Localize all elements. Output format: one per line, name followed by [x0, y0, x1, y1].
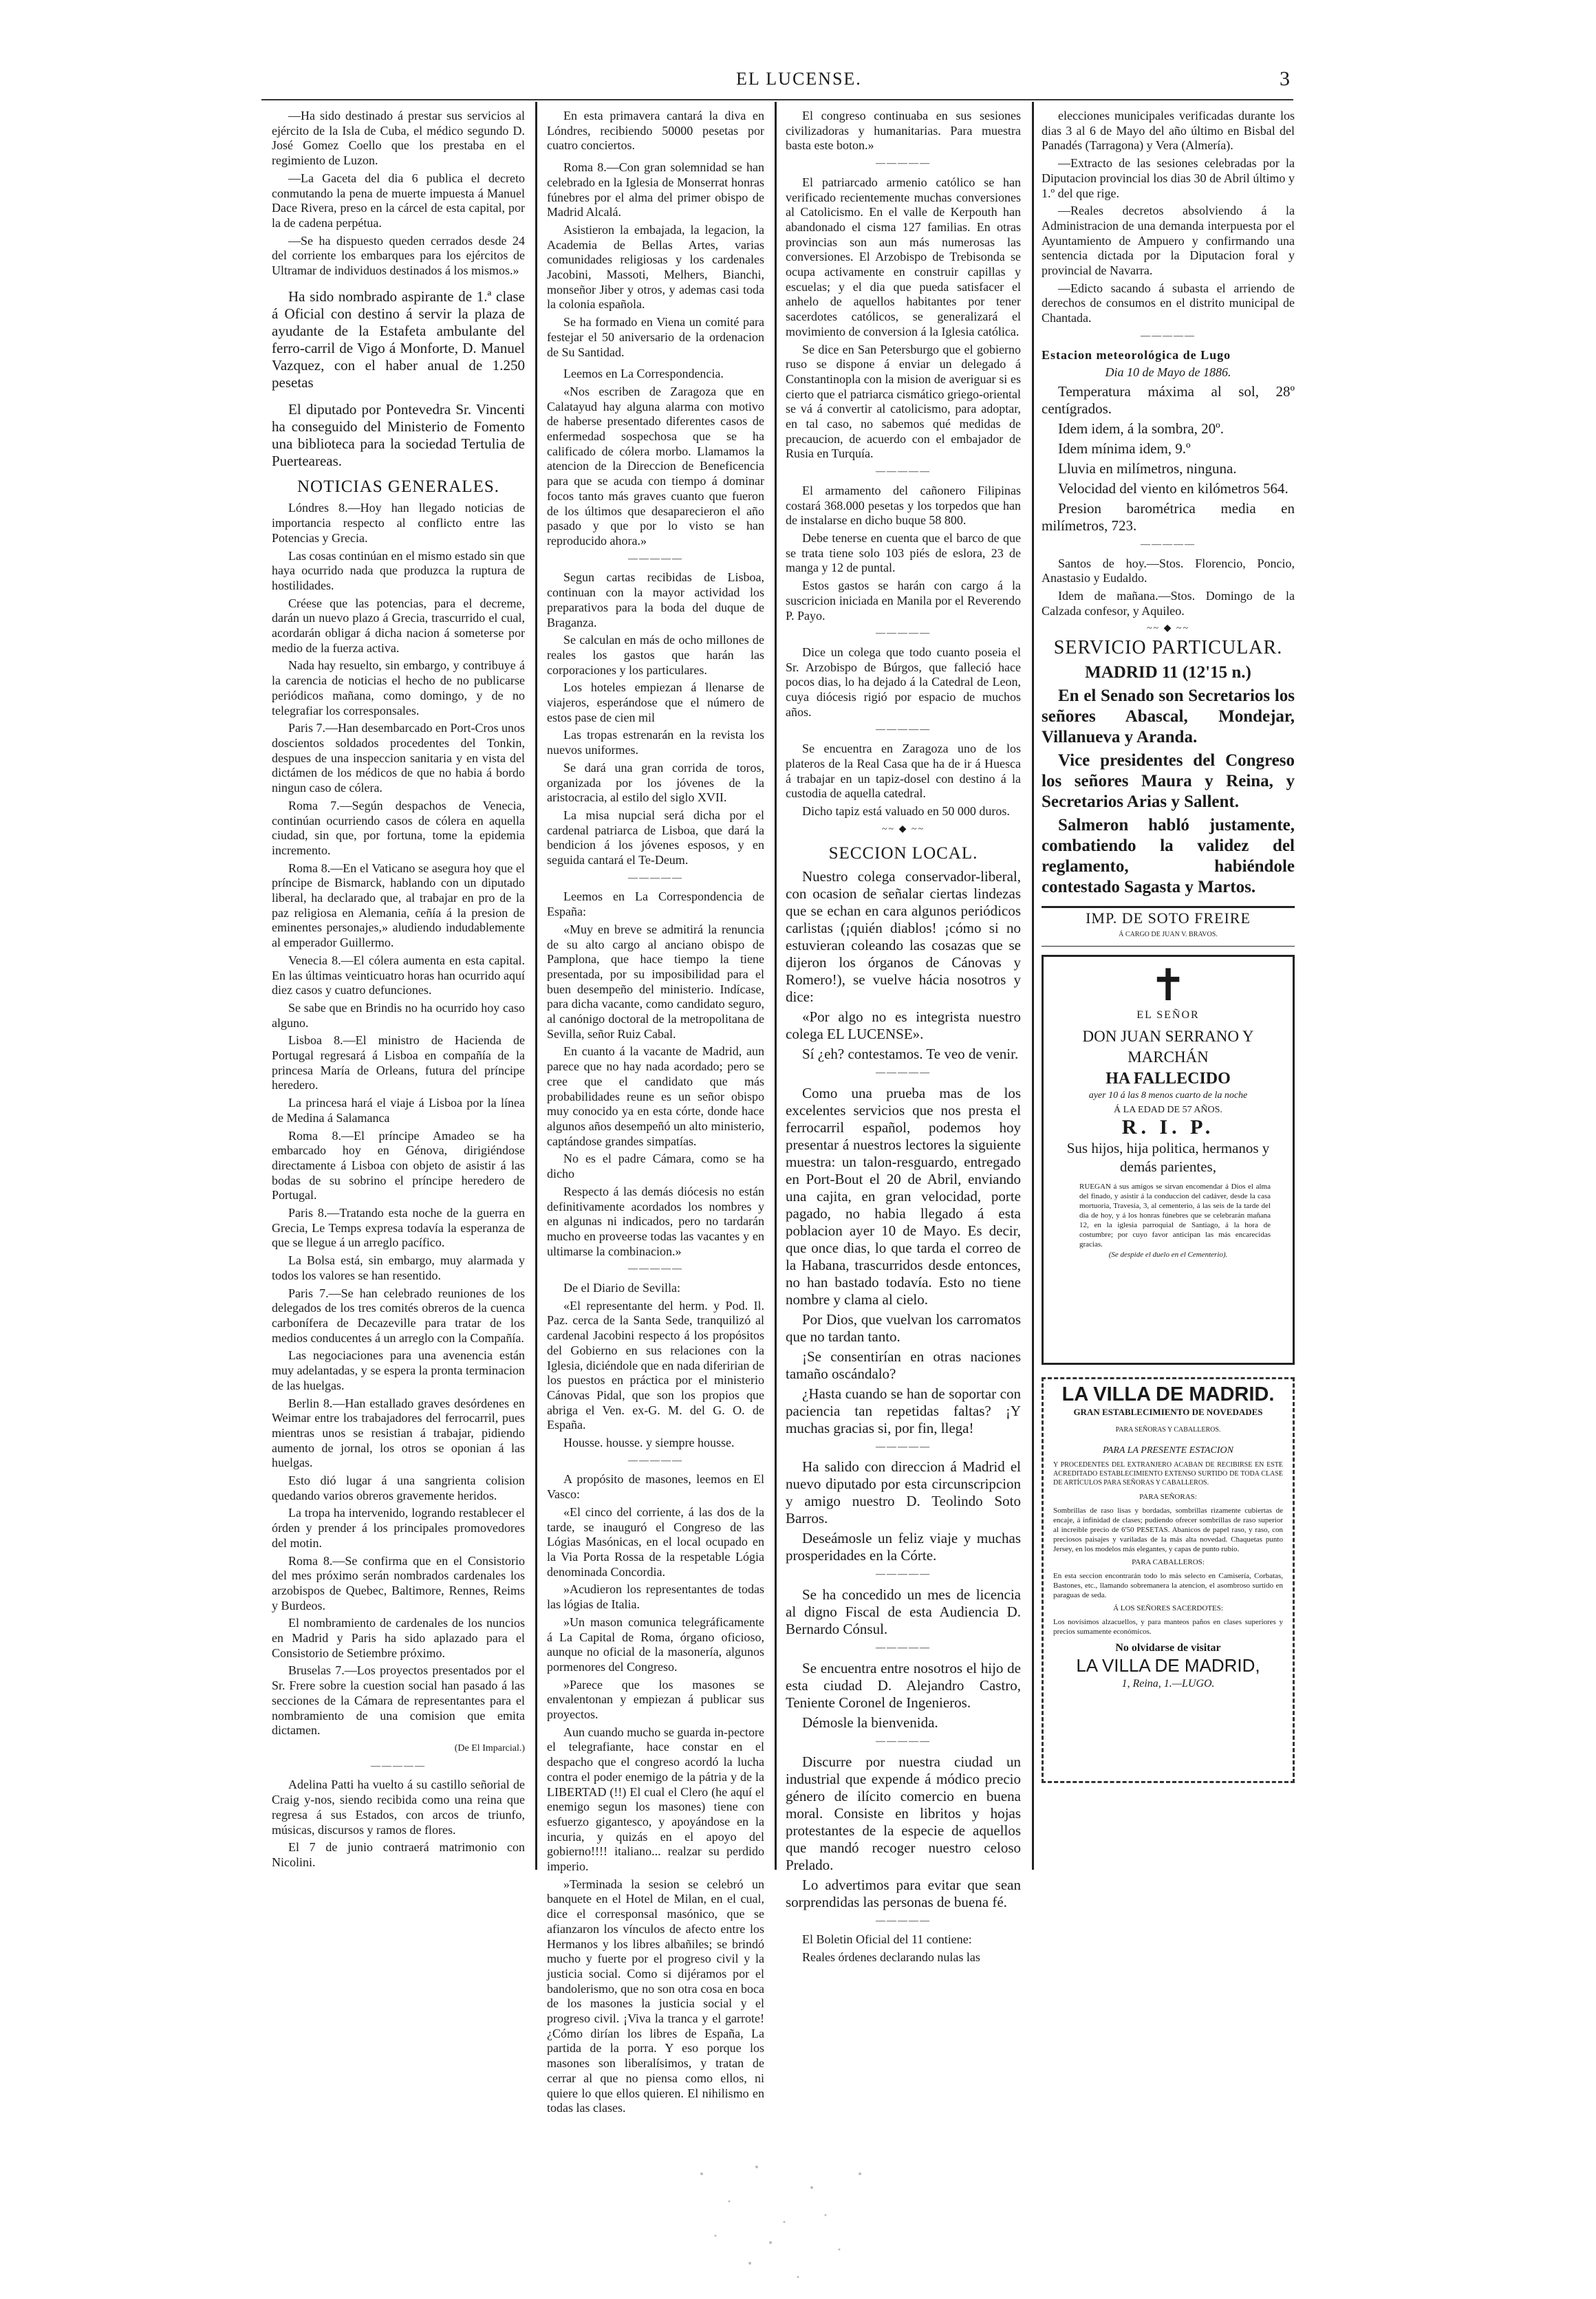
- newspaper-name: EL LUCENSE.: [736, 69, 862, 89]
- col3-paragraph: El armamento del cañonero Filipinas costará 368.000 pesetas y los torpedos que han de instalarse en dicho buque 58 800.: [786, 483, 1021, 528]
- col3-paragraph: El congreso continuaba en sus sesiones civilizadoras y humanitarias. Para muestra basta este boton.»: [786, 109, 1021, 153]
- col4-paragraph: —Extracto de las sesiones celebradas por la Diputacion provincial los dias 30 de Abril último y 1.º del que rige.: [1042, 156, 1295, 200]
- col2-paragraph: Las tropas estrenarán en la revista los nuevos uniformes.: [547, 728, 764, 757]
- col3-paragraph: Se encuentra en Zaragoza uno de los plateros de la Real Casa que ha de ir á Huesca á trabajar en un tapiz-dosel con destino á la custodia de aquella catedral.: [786, 742, 1021, 801]
- ad-senoras-title: PARA SEÑORAS:: [1139, 1493, 1197, 1502]
- col3-paragraph: Lo advertimos para evitar que sean sorprendidas las personas de buena fé.: [786, 1876, 1021, 1910]
- servicio-title: SERVICIO PARTICULAR.: [1053, 637, 1283, 659]
- cross-icon: ✝: [1150, 960, 1187, 1010]
- col2-paragraph: Los hoteles empiezan á llenarse de viajeros, esperándose que el número de estos pase de cien mil: [547, 680, 764, 724]
- col2-paragraph: En cuanto á la vacante de Madrid, aun parece que no hay nada acordado; pero se cree que el candidato que más probabilidades reune es un señor obispo muy conocido ya en esta córte, donde hace algunos años desempeñó un alto ministerio, captándose grandes simpatías.: [547, 1044, 764, 1148]
- col1-paragraph: —La Gaceta del dia 6 publica el decreto conmutando la pena de muerte impuesta á Manuel Dace Rivera, preso en la cárcel de esta capital, por la de cadena perpétua.: [272, 171, 525, 230]
- col2-paragraph: En esta primavera cantará la diva en Lóndres, recibiendo 50000 pesetas por cuatro conciertos.: [547, 109, 764, 153]
- meteo-line: Idem idem, á la sombra, 20º.: [1058, 420, 1224, 437]
- servicio-place: MADRID 11 (12'15 n.): [1085, 662, 1251, 682]
- col4-paragraph: elecciones municipales verificadas durante los dias 3 al 6 de Mayo del año último en Bisbal del Panadés (Tarragona) y Vera (Almería).: [1042, 109, 1295, 153]
- col1-paragraph: —Se ha dispuesto queden cerrados desde 24 del corriente los embarques para los ejércitos de Ultramar de individuos destinados á los mismos.»: [272, 233, 525, 278]
- separator: —————: [628, 872, 683, 883]
- meteo-line: Velocidad del viento en kilómetros 564.: [1058, 479, 1288, 497]
- news-item: El nombramiento de cardenales de los nuncios en Madrid y Paris ha sido aplazado para el Consistorio de Setiembre próximo.: [272, 1616, 525, 1660]
- col3-paragraph: Discurre por nuestra ciudad un industrial que expende á módico precio género de ilícito comercio en buena moral. Consiste en libritos y hojas protestantes de la especie de aquellos que mandó recoger nuestro celoso Prelado.: [786, 1753, 1021, 1873]
- col3-paragraph: El patriarcado armenio católico se han verificado recientemente muchas conversiones al Catolicismo. En el valle de Kerpouth han abandonado el cisma 127 familias. En otras provincias son aun más numerosas las conversiones. El Arzobispo de Trebisonda se ocupa activamente en construir capillas y escuelas; y el dia que pueda satisfacer el anhelo de aquellos habitantes por tener sacerdotes católicos, se generalizará el movimiento de conversion á la Iglesia católica.: [786, 175, 1021, 338]
- servicio-paragraph: En el Senado son Secretarios los señores Abascal, Mondejar, Villanueva y Aranda.: [1042, 686, 1295, 746]
- section-title-local: SECCION LOCAL.: [828, 844, 978, 863]
- obit-rip: R. I. P.: [1121, 1115, 1215, 1138]
- imprenta-sub: Á CARGO DE JUAN V. BRAVOS.: [1119, 930, 1218, 938]
- col2-paragraph: Respecto á las demás diócesis no están definitivamente acordados los nombres y en algunas ni indicados, pero no tardarán mucho en proveerse todas las vacantes y en ultimarse la combinacion.»: [547, 1184, 764, 1258]
- separator: —————: [628, 1264, 683, 1275]
- col2-paragraph: Aun cuando mucho se guarda in-pectore el telegrafiante, hace constar en el despacho que el congreso acordó la lucha contra el poder enemigo de la pátria y de la LIBERTAD (!!) El cual el Clero (he aquí el enemigo segun los masones) tiene con esfuerzo gigantesco, y apoyándose en la incuria, y quizás en el apoyo del gobierno!!!! italiano... realzar su perdido imperio.: [547, 1725, 764, 1874]
- obit-note: (Se despide el duelo en el Cementerio).: [1108, 1250, 1228, 1259]
- col3-paragraph: El Boletin Oficial del 11 contiene:: [802, 1932, 972, 1947]
- ornament-separator: ~~ ◆ ~~: [881, 823, 925, 834]
- col3-paragraph: Reales órdenes declarando nulas las: [802, 1950, 980, 1964]
- ornament-separator: ~~ ◆ ~~: [1146, 623, 1190, 634]
- meteo-title: Estacion meteorológica de Lugo: [1042, 347, 1231, 362]
- col3-paragraph: Démosle la bienvenida.: [802, 1714, 938, 1731]
- separator: —————: [876, 628, 931, 639]
- meteo-date: Dia 10 de Mayo de 1886.: [1105, 365, 1231, 380]
- col1-paragraph: Ha sido nombrado aspirante de 1.ª clase á Oficial con destino á servir la plaza de ayudante de la Estafeta ambulante del ferro-carril de Vigo á Monforte, D. Manuel Vazquez, con el haber anual de 1.250 pesetas: [272, 288, 525, 391]
- obit-name: DON JUAN SERRANO Y MARCHÁN: [1082, 1028, 1254, 1066]
- news-item: Lisboa 8.—El ministro de Hacienda de Portugal regresará á Lisboa en compañía de la princesa María de Orleans, futura del príncipe heredero.: [272, 1033, 525, 1092]
- ad-title: LA VILLA DE MADRID.: [1061, 1383, 1275, 1405]
- col3-paragraph: Como una prueba mas de los excelentes servicios que nos presta el ferrocarril español, podemos hoy presentar á nuestros lectores la siguiente muestra: un talon-resguardo, entregado en Port-Bout el 20 de Abril, enviando una cajita, en gran velocidad, porte pagado, no habia llegado á esta poblacion ayer 10 de Mayo. Es decir, que once dias, lo que tarda el correo de la Habana, trascurridos desde entonces, no han bastado todavía. Esto no tiene nombre y clama al cielo.: [786, 1084, 1021, 1308]
- col2-paragraph: »Acudieron los representantes de todas las lógias de Italia.: [547, 1582, 764, 1612]
- ad-sacerdotes: Los novísimos alzacuellos, y para manteos paños en clases superiores y precios sumamente económicos.: [1053, 1618, 1283, 1637]
- obit-ruegan: RUEGAN á sus amigos se sirvan encomendar á Dios el alma del finado, y asistir á la conduccion del cadáver, desde la casa mortuoria, Travesía, 3, al cementerio, á las seis de la tarde del dia de hoy, y á los honras fúnebres que se celebrarán mañana 12, en la iglesia parroquial de Santiago, á la hora de costumbre; por cuyo favor anticipan las más encarecidas gracias.: [1079, 1182, 1271, 1249]
- ad-sacerdotes-title: Á LOS SEÑORES SACERDOTES:: [1113, 1604, 1223, 1613]
- separator: —————: [876, 158, 931, 169]
- col3-paragraph: Nuestro colega conservador-liberal, con ocasion de señalar ciertas lindezas que se echan en cara algunos periódicos carlistas (¡quién diablos! ¡cómo si no estuvieran coleando las cosazas que se dijeron los órganos de Cánovas y Romero!), se vuelve hácia nosotros y dice:: [786, 868, 1021, 1006]
- news-item: Bruselas 7.—Los proyectos presentados por el Sr. Frere sobre la cuestion social han pasado á las secciones de la Cámara de representantes para el nombramiento de una comision que emita dictamen.: [272, 1663, 525, 1738]
- col2-paragraph: »Terminada la sesion se celebró un banquete en el Hotel de Milan, en el cual, dice el corresponsal masónico, que se afianzaron los vínculos de afecto entre los Hermanos y los libres albañiles; se brindó mucho y fuerte por el progreso civil y la justicia social. Como si dijéramos por el bandolerismo, que no son otra cosa en boca de los masones la justicia social y el progreso civil. ¡Viva la tranca y el garrote! ¿Cómo dirían los libres de España, La partida de la porra. Y eso porque los masones son liberalísimos, y tratan de cerrar al que no piensa como ellos, ni quiere lo que ellos quieren. El nihilismo en todas las clases.: [547, 1877, 764, 2115]
- separator: —————: [876, 1441, 931, 1452]
- ad-subtitle: GRAN ESTABLECIMIENTO DE NOVEDADES: [1073, 1407, 1263, 1418]
- santos-manana: Idem de mañana.—Stos. Domingo de la Calzada confesor, y Aquileo.: [1042, 589, 1295, 618]
- paper-specks: [688, 2146, 881, 2298]
- obit-fallecido: HA FALLECIDO: [1106, 1070, 1231, 1088]
- col2-paragraph: Asistieron la embajada, la legacion, la Academia de Bellas Artes, varias comunidades religiosas y los cardenales Jacobini, Massoti, Melhers, Bianchi, monseñor Jiber y otros, y ademas casi toda la colonia española.: [547, 222, 764, 312]
- meteo-line: Presion barométrica media en milímetros, 723.: [1042, 499, 1295, 534]
- news-item: Las cosas continúan en el mismo estado sin que haya ocurrido nada que produzca la ruptura de hostilidades.: [272, 548, 525, 592]
- col1-paragraph: Adelina Patti ha vuelto á su castillo señorial de Craig y-nos, siendo recibida como una reina que regresa á sus Estados, con arcos de triunfo, músicas, discursos y ramos de flores.: [272, 1778, 525, 1837]
- col2-paragraph: »Un mason comunica telegráficamente á La Capital de Roma, órgano oficioso, aunque no oficial de la masonería, algunos pormenores del Congreso.: [547, 1615, 764, 1674]
- ad-intro: Y PROCEDENTES DEL EXTRANJERO ACABAN DE RECIBIRSE EN ESTE ACREDITADO ESTABLECIMIENTO EXTENSO SURTIDO DE TODA CLASE DE ARTÍCULOS PARA SEÑORAS Y CABALLEROS.: [1053, 1461, 1283, 1487]
- col2-paragraph: Leemos en La Correspondencia de España:: [547, 889, 764, 919]
- col3-paragraph: Deseámosle un feliz viaje y muchas prosperidades en la Córte.: [786, 1530, 1021, 1564]
- col1-paragraph: —Ha sido destinado á prestar sus servicios al ejército de la Isla de Cuba, el médico segundo D. José Gomez Coello que los prestaba en el regimiento de Luzon.: [272, 109, 525, 168]
- news-item: Se sabe que en Brindis no ha ocurrido hoy caso alguno.: [272, 1000, 525, 1030]
- col3-paragraph: ¡Se consentirían en otras naciones tamaño oscándalo?: [786, 1348, 1021, 1382]
- separator: —————: [876, 1643, 931, 1654]
- obituary-box: [1042, 955, 1295, 1365]
- obit-age: Á LA EDAD DE 57 AÑOS.: [1114, 1104, 1222, 1115]
- news-item: Paris 7.—Se han celebrado reuniones de los delegados de los tres comités obreros de la cuenca carbonífera de Decazeville para tratar de los medios conducentes á un arreglo con la Compañía.: [272, 1286, 525, 1345]
- col4-paragraph: —Edicto sacando á subasta el arriendo de derechos de consumos en el distrito municipal de Chantada.: [1042, 281, 1295, 325]
- col3-paragraph: Sí ¿eh? contestamos. Te veo de venir.: [802, 1046, 1019, 1063]
- col2-paragraph: La misa nupcial será dicha por el cardenal patriarca de Lisboa, que dará la bendicion á los jóvenes esposos, y en seguida cantará el Te-Deum.: [547, 808, 764, 867]
- col3-paragraph: Se dice en San Petersburgo que el gobierno ruso se dispone á enviar un delegado á Constantinopla con la mision de averiguar si es cierto que el patriarca cismático griego-oriental se vá á convertir al catolicismo, para adoptar, en tal caso, no sabemos qué medidas de precaucion, de acuerdo con el embajador de Rusia en Turquía.: [786, 342, 1021, 461]
- col2-paragraph: Leemos en La Correspondencia.: [563, 367, 724, 381]
- imprenta: IMP. DE SOTO FREIRE: [1086, 909, 1251, 927]
- separator: —————: [1141, 330, 1196, 341]
- col2-paragraph: De el Diario de Sevilla:: [563, 1281, 680, 1295]
- col3-paragraph: Debe tenerse en cuenta que el barco de que se trata tiene solo 103 piés de eslora, 23 de manga y 12 de puntal.: [786, 530, 1021, 575]
- obit-el-senor: EL SEÑOR: [1136, 1008, 1200, 1021]
- col3-paragraph: Por Dios, que vuelvan los carromatos que no tardan tanto.: [786, 1310, 1021, 1345]
- meteo-line: Idem mínima idem, 9.º: [1058, 440, 1191, 457]
- col2-paragraph: A propósito de masones, leemos en El Vasco:: [547, 1472, 764, 1502]
- meteo-line: Temperatura máxima al sol, 28º centígrados.: [1042, 382, 1295, 417]
- news-item: Nada hay resuelto, sin embargo, y contribuye á la carencia de noticias el hecho de no publicarse periódicos mañana, como domingo, y de no telegrafiar los corresponsales.: [272, 658, 525, 717]
- news-item: Créese que las potencias, para el decreme, darán un nuevo plazo á Grecia, trascurrido el cual, acordarán obligar á dicha nacion á someterse por medio de la fuerza activa.: [272, 596, 525, 655]
- col2-paragraph: Roma 8.—Con gran solemnidad se han celebrado en la Iglesia de Monserrat honras fúnebres por el alma del primer obispo de Madrid Alcalá.: [547, 160, 764, 219]
- col2-paragraph: «El cinco del corriente, á las dos de la tarde, se inauguró el Congreso de las Lógias Masónicas, en el local ocupado en la Via Porta Rossa de la respetable Lógia denominada Concordia.: [547, 1504, 764, 1579]
- ad-senoras: Sombrillas de raso lisas y bordadas, sombrillas rizamente cubiertas de encaje, á infinidad de clases; pudiendo ofrecer sombrillas de raso superior al increible precio de 6'50 PESETAS. Abanicos de papel raso, y raso, con preciosos paisajes y variladas de la más alta novedad. Chaquetas punto Jersey, en los modelos más elegantes, y capas de punto rubio.: [1053, 1507, 1283, 1554]
- col2-paragraph: Se ha formado en Viena un comité para festejar el 50 aniversario de la ordenacion de Su Santidad.: [547, 315, 764, 359]
- news-item: Paris 8.—Tratando esta noche de la guerra en Grecia, Le Temps expresa todavía la esperanza de que se llegue á un arreglo pacífico.: [272, 1206, 525, 1250]
- news-item: La princesa hará el viaje á Lisboa por la línea de Medina á Salamanca: [272, 1096, 525, 1125]
- col1-paragraph: El diputado por Pontevedra Sr. Vincenti ha conseguido del Ministerio de Fomento una biblioteca para la sociedad Tertulia de Puerteareas.: [272, 400, 525, 469]
- news-item: Paris 7.—Han desembarcado en Port-Cros unos doscientos soldados procedentes del Tonkin, despues de una inspeccion sanitaria y en vista del dictámen de los médicos de que no habia á bordo ningun caso de cólera.: [272, 721, 525, 795]
- ad-olvidarse: No olvidarse de visitar: [1115, 1642, 1221, 1654]
- separator: —————: [876, 1915, 931, 1926]
- col2-paragraph: «Muy en breve se admitirá la renuncia de su alto cargo al anciano obispo de Pamplona, que hace tiempo la tiene presentada, por su imposibilidad para el buen desempeño del ministerio. Indícase, para dicha vacante, como candidato seguro, al canónigo doctoral de la metropolitana de Sevilla, señor Ruiz Cabal.: [547, 922, 764, 1041]
- separator: —————: [876, 1068, 931, 1079]
- separator: —————: [1141, 539, 1196, 550]
- col1-paragraph: El 7 de junio contraerá matrimonio con Nicolini.: [272, 1840, 525, 1869]
- servicio-paragraph: Vice presidentes del Congreso los señores Maura y Reina, y Secretarios Arias y Sallent.: [1042, 751, 1295, 811]
- santos-hoy: Santos de hoy.—Stos. Florencio, Poncio, Anastasio y Eudaldo.: [1042, 556, 1295, 585]
- separator: —————: [876, 724, 931, 735]
- news-item: Roma 8.—En el Vaticano se asegura hoy que el príncipe de Bismarck, hablando con un diputado liberal, ha declarado que, al trabajar en pro de la paz religiosa en Alemania, ceñía á la presion de eminentes personajes,» aludiendo indudablemente al emperador Guillermo.: [272, 861, 525, 950]
- separator: —————: [876, 466, 931, 477]
- ad-subtitle2: PARA SEÑORAS Y CABALLEROS.: [1115, 1425, 1221, 1434]
- news-item: Venecia 8.—El cólera aumenta en esta capital. En las últimas veinticuatro horas han ocurrido aquí diez casos y cuatro defunciones.: [272, 953, 525, 997]
- source-note: (De El Imparcial.): [454, 1742, 525, 1753]
- ad-caballeros: En esta seccion encontrarán todo lo más selecto en Camisería, Corbatas, Bastones, etc., llamando sobremanera la atencion, el asombroso surtido en paraguas de seda.: [1053, 1572, 1283, 1600]
- news-item: La tropa ha intervenido, logrando restablecer el órden y prender á los principales promovedores del motin.: [272, 1506, 525, 1550]
- col2-paragraph: «El representante del herm. y Pod. Il. Paz. cerca de la Santa Sede, tranquilizó al cardenal Jacobini respecto á los propósitos del Gobierno en sus relaciones con la Iglesia, diciéndole que en nada diferirian de los puestos en práctica por el ministerio Cánovas Pidal, que son los propios que abriga el Ven. ex-G. M. del G. O. de España.: [547, 1298, 764, 1432]
- column-4: [1042, 109, 1295, 1877]
- column-2: [547, 109, 764, 2115]
- news-item: Roma 8.—Se confirma que en el Consistorio del mes próximo serán nombrados cardenales los arzobispos de Quebec, Baltimore, Rennes, Reims y Burdeos.: [272, 1553, 525, 1612]
- column-1: [272, 109, 525, 1877]
- news-item: Roma 7.—Según despachos de Venecia, continúan ocurriendo casos de cólera en aquella ciudad, sin que, por fortuna, tome la epidemia incremento.: [272, 798, 525, 857]
- news-item: Lóndres 8.—Hoy han llegado noticias de importancia respecto al conflicto entre las Potencias y Grecia.: [272, 501, 525, 545]
- separator: —————: [876, 1736, 931, 1747]
- news-item: Las negociaciones para una avenencia están muy adelantadas, y se espera la pronta terminacion de las huelgas.: [272, 1348, 525, 1392]
- col4-paragraph: —Reales decretos absolviendo á la Administracion de una demanda interpuesta por el Ayuntamiento de Ampuero y confirmando una sentencia dictada por la Diputacion foral y provincial de Navarra.: [1042, 204, 1295, 278]
- ad-name: LA VILLA DE MADRID,: [1076, 1655, 1260, 1676]
- col3-paragraph: Estos gastos se harán con cargo á la suscricion iniciada en Manila por el Reverendo P. Payo.: [786, 579, 1021, 623]
- col2-paragraph: Se dará una gran corrida de toros, organizada por los jóvenes de la aristocracia, al estilo del siglo XVII.: [547, 760, 764, 805]
- obit-family: Sus hijos, hija politica, hermanos y demás parientes,: [1066, 1139, 1270, 1175]
- separator: —————: [628, 553, 683, 564]
- servicio-paragraph: Salmeron habló justamente, combatiendo la validez del reglamento, habiéndole contestado Sagasta y Martos.: [1042, 815, 1295, 896]
- news-item: La Bolsa está, sin embargo, muy alarmada y todos los valores se han resentido.: [272, 1253, 525, 1282]
- col3-paragraph: «Por algo no es integrista nuestro colega EL LUCENSE».: [786, 1008, 1021, 1043]
- col2-paragraph: «Nos escriben de Zaragoza que en Calatayud hay alguna alarma con motivo de haberse presentado diferentes casos de enfermedad sospechosa que se ha calificado de cólera morbo. Llamamos la atencion de la Direccion de Beneficencia para que se acuda con tiempo á dominar focos tanto más graves cuanto que fueron de los últimos que desaparecieron el año pasado y que por lo visto se han reproducido ahora.»: [547, 384, 764, 548]
- col3-paragraph: Dicho tapiz está valuado en 50 000 duros.: [802, 803, 1010, 818]
- col3-paragraph: Ha salido con direccion á Madrid el nuevo diputado por esta circunscripcion y amigo nuestro D. Teolindo Soto Barros.: [786, 1458, 1021, 1527]
- news-item: Berlin 8.—Han estallado graves desórdenes en Weimar entre los trabajadores del ferrocarril, pues mientras unos se resistian á trabajar, pidiendo aumento de jornal, los otros se oponian á las huelgas.: [272, 1396, 525, 1470]
- column-rule-2: [775, 102, 777, 1870]
- ad-season: PARA LA PRESENTE ESTACION: [1103, 1445, 1233, 1456]
- col2-paragraph: »Parece que los masones se envalentonan y empiezan á publicar sus proyectos.: [547, 1677, 764, 1722]
- section-title-noticias: NOTICIAS GENERALES.: [297, 477, 499, 496]
- separator: —————: [371, 1760, 426, 1771]
- col2-paragraph: Se calculan en más de ocho millones de reales los gastos que harán las corporaciones y los particulares.: [547, 633, 764, 677]
- ad-caballeros-title: PARA CABALLEROS:: [1132, 1558, 1205, 1567]
- news-item: Esto dió lugar á una sangrienta colision quedando varios obreros gravemente heridos.: [272, 1474, 525, 1502]
- meteo-line: Lluvia en milímetros, ninguna.: [1058, 460, 1237, 477]
- page-number: 3: [1280, 67, 1290, 90]
- separator: —————: [628, 1455, 683, 1466]
- col3-paragraph: Se ha concedido un mes de licencia al digno Fiscal de esta Audiencia D. Bernardo Cónsul.: [786, 1586, 1021, 1638]
- obit-when: ayer 10 á las 8 menos cuarto de la noche: [1088, 1090, 1248, 1101]
- column-rule-1: [535, 102, 537, 1870]
- ad-address: 1, Reina, 1.—LUGO.: [1121, 1677, 1215, 1690]
- separator: —————: [876, 1569, 931, 1580]
- header-rule: [261, 99, 1293, 100]
- advertisement-box: [1042, 1377, 1295, 1783]
- column-rule-3: [1032, 102, 1034, 1870]
- news-item: Roma 8.—El príncipe Amadeo se ha embarcado hoy en Génova, dirigiéndose directamente á Lisboa con objeto de asistir á las bodas de su sobrino el príncipe heredero de Portugal.: [272, 1128, 525, 1202]
- col3-paragraph: Se encuentra entre nosotros el hijo de esta ciudad D. Alejandro Castro, Teniente Coronel de Ingenieros.: [786, 1659, 1021, 1711]
- col3-paragraph: ¿Hasta cuando se han de soportar con paciencia tan repetidas faltas? ¡Y muchas gracias si, por fin, llega!: [786, 1385, 1021, 1436]
- col2-paragraph: Segun cartas recibidas de Lisboa, continuan con la mayor actividad los preparativos para la boda del duque de Braganza.: [547, 570, 764, 629]
- col2-paragraph: No es el padre Cámara, como se ha dicho: [547, 1152, 764, 1181]
- column-3: [786, 109, 1021, 1964]
- col2-paragraph: Housse. housse. y siempre housse.: [563, 1436, 735, 1450]
- col3-paragraph: Dice un colega que todo cuanto poseia el Sr. Arzobispo de Búrgos, que falleció hace pocos dias, lo ha dejado á la Catedral de Leon, cuya diócesis rigió por espacio de muchos años.: [786, 645, 1021, 719]
